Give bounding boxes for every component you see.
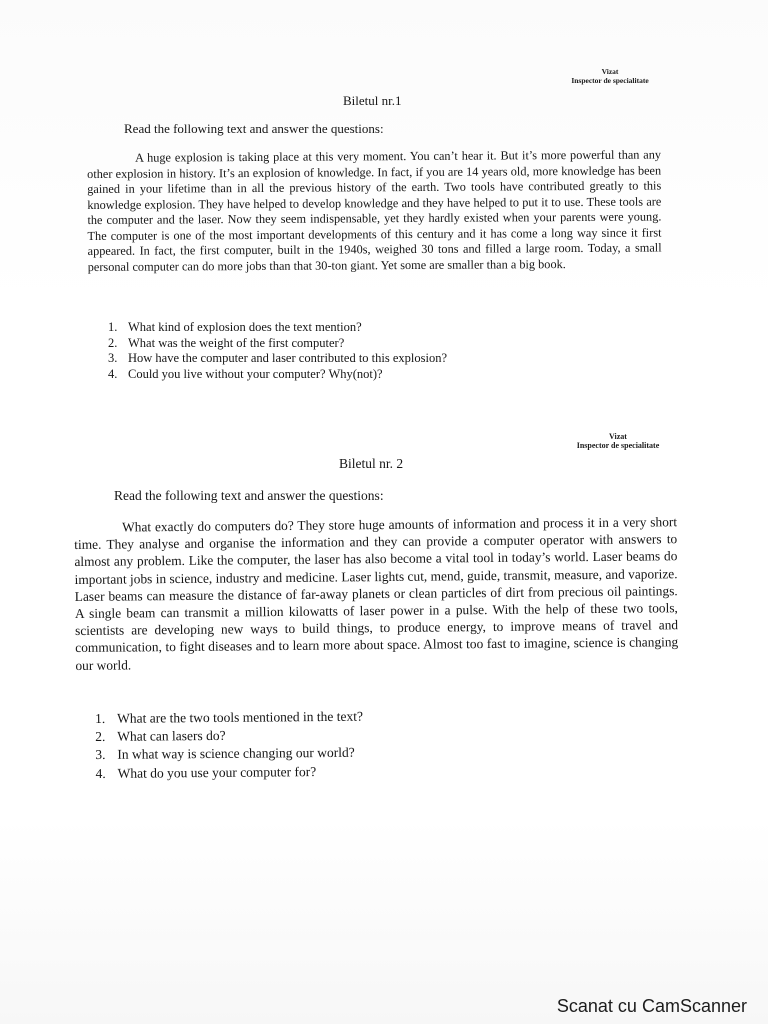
ticket-2-passage-text: What exactly do computers do? They store huge amounts of information and process it in a very short time. They analyse and organise the information and they can provide a computer operator with answers to almost any problem. Like the computer, the laser has also become a vital tool in today’s world. Laser beams do important jobs in science, industry and medicine. Laser lights cut, mend, guide, transmit, measure, and vaporize. Laser beams can measure the distance of far-away planets or clean particles of dirt from precious oil paintings. A single beam can transmit a million kilowatts of laser power in a pulse. With the help of these two tools, scientists are developing new ways to build things, to produce energy, to improve means of travel and communication, to fight diseases and to learn more about space. Almost too fast to imagine, science is changing our world.	[74, 514, 679, 673]
ticket-1-instruction: Read the following text and answer the questions:	[124, 121, 384, 136]
question-text: What are the two tools mentioned in the text?	[117, 708, 364, 726]
ticket-2-title: Biletul nr. 2	[339, 456, 404, 471]
ticket-1-passage-text: A huge explosion is taking place at this very moment. You can’t hear it. But it’s more powerful than any other explosion in history. It’s an explosion of knowledge. In fact, if you are 14 years old, more knowledge has been gained in your lifetime than in all the previous history of the earth. Two tools have contributed greatly to this knowledge explosion. They have helped to develop knowledge and they have helped to put it to use. These tools are the computer and the laser. Now they seem indispensable, yet they hardly existed when your parents were young. The computer is one of the most important developments of this century and it has come a long way since it first appeared. In fact, the first computer, built in the 1940s, weighed 30 tons and filled a large room. Today, a small personal computer can do more jobs than that 30-ton giant. Yet some are smaller than a big book.	[87, 147, 662, 274]
question-number: 4.	[95, 765, 106, 781]
list-item	[108, 336, 447, 352]
approval-stamp-1	[560, 67, 660, 85]
approval-stamp-2	[566, 432, 670, 450]
ticket-1-questions	[108, 320, 447, 383]
list-item	[108, 351, 447, 367]
question-number: 1.	[108, 320, 118, 334]
list-item	[108, 367, 447, 383]
list-item	[108, 320, 447, 336]
question-number: 3.	[95, 747, 106, 763]
question-number: 2.	[95, 729, 106, 745]
list-item	[95, 762, 363, 783]
question-number: 1.	[95, 710, 106, 726]
ticket-2-questions	[95, 708, 364, 783]
question-text: In what way is science changing our world?	[117, 745, 355, 763]
ticket-2-passage	[74, 513, 678, 674]
camscanner-watermark: Scanat cu CamScanner	[556, 996, 747, 1016]
stamp-role: Inspector de specialitate	[571, 76, 649, 85]
question-number: 2.	[108, 335, 118, 350]
question-text: Could you live without your computer? Why(not)?	[128, 367, 383, 382]
list-item	[95, 744, 363, 765]
ticket-1-passage	[87, 147, 662, 275]
question-text: What can lasers do?	[117, 728, 226, 745]
ticket-1-title: Biletul nr.1	[343, 93, 402, 108]
question-number: 3.	[108, 351, 118, 366]
ticket-2-instruction: Read the following text and answer the questions:	[114, 488, 384, 503]
question-text: What kind of explosion does the text mention?	[128, 320, 362, 334]
list-item	[95, 726, 363, 747]
question-number: 4.	[108, 367, 118, 382]
list-item	[95, 708, 363, 729]
stamp-role: Inspector de specialitate	[576, 441, 660, 450]
stamp-label: Vizat	[601, 67, 619, 76]
question-text: How have the computer and laser contributed to this explosion?	[128, 351, 448, 366]
stamp-label: Vizat	[609, 432, 627, 441]
question-text: What was the weight of the first computer?	[128, 335, 345, 350]
question-text: What do you use your computer for?	[117, 763, 317, 781]
